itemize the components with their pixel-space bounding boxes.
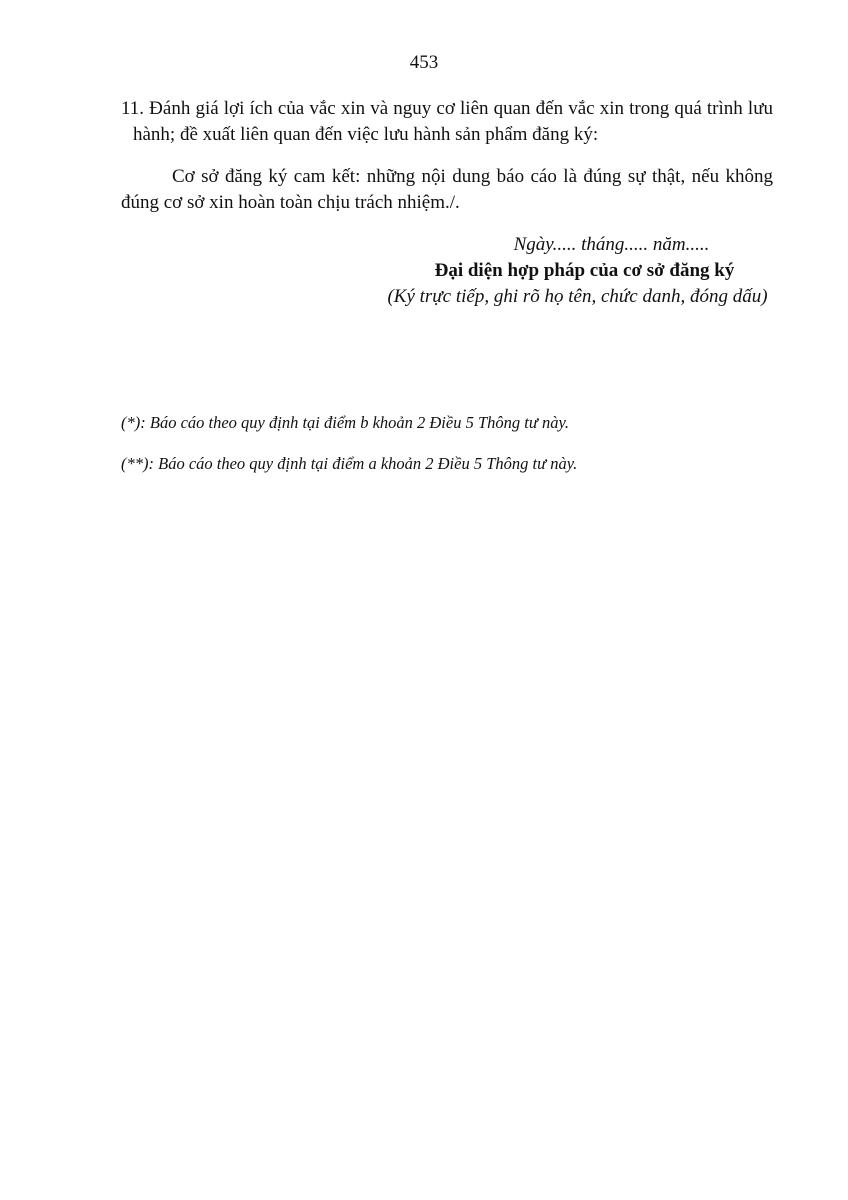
section-item-11	[121, 96, 773, 148]
commitment-paragraph: Cơ sở đăng ký cam kết: những nội dung báo cáo là đúng sự thật, nếu không đúng cơ sở xin hoàn toàn chịu trách nhiệm./.	[121, 166, 773, 213]
footnote-2: (**): Báo cáo theo quy định tại điểm a khoản 2 Điều 5 Thông tư này.	[121, 454, 578, 473]
footnote-1: (*): Báo cáo theo quy định tại điểm b khoản 2 Điều 5 Thông tư này.	[121, 413, 570, 432]
item-number: 11.	[121, 98, 145, 119]
page-number: 453	[409, 52, 439, 73]
item-text: Đánh giá lợi ích của vắc xin và nguy cơ liên quan đến vắc xin trong quá trình lưu hành; đề xuất liên quan đến việc lưu hành sản phẩm đăng ký:	[133, 98, 773, 145]
signature-block	[370, 232, 785, 310]
signature-note: (Ký trực tiếp, ghi rõ họ tên, chức danh, đóng dấu)	[387, 286, 768, 307]
signature-date-line: Ngày..... tháng..... năm.....	[513, 234, 710, 255]
signature-title: Đại diện hợp pháp của cơ sở đăng ký	[434, 260, 735, 281]
